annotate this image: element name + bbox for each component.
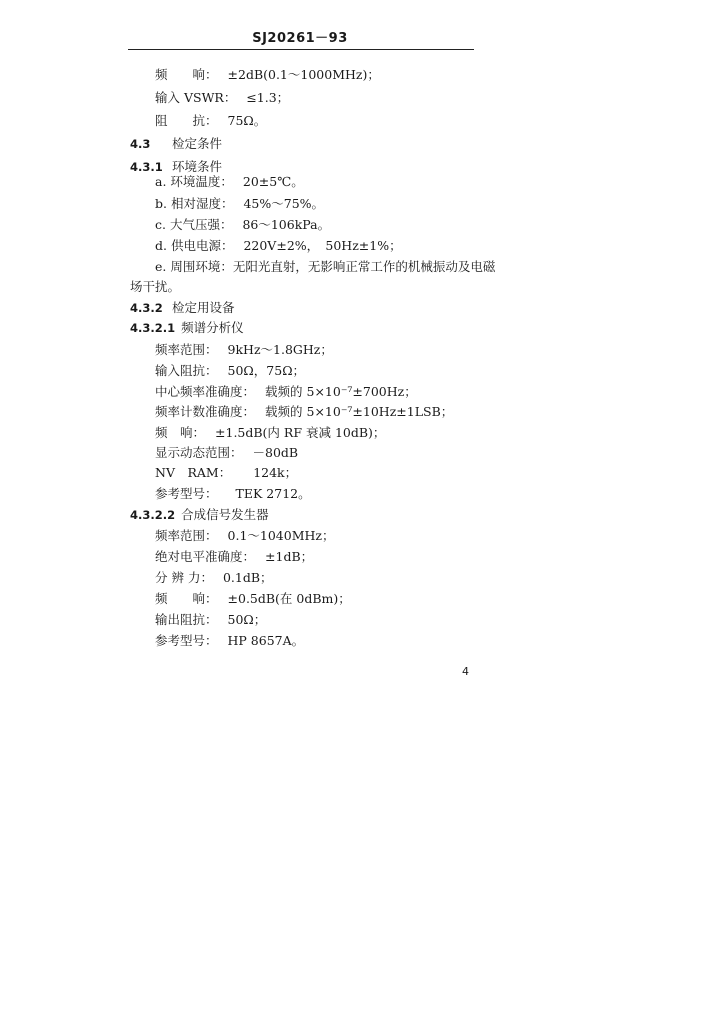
spec-line-response bbox=[155, 67, 380, 83]
analyzer-label: 频率范围： bbox=[155, 342, 218, 357]
section-heading-4-3 bbox=[130, 136, 222, 152]
generator-spec bbox=[155, 528, 335, 544]
generator-label: 频 响： bbox=[155, 591, 218, 606]
analyzer-value: 9kHz～1.8GHz； bbox=[227, 342, 333, 357]
header-rule bbox=[128, 49, 474, 50]
section-title: 检定条件 bbox=[172, 136, 223, 151]
section-title: 环境条件 bbox=[172, 159, 223, 174]
section-heading-4-3-2-2 bbox=[130, 507, 269, 523]
analyzer-label: 显示动态范围： bbox=[155, 445, 243, 460]
analyzer-label: 频 响： bbox=[155, 425, 206, 440]
analyzer-spec bbox=[155, 465, 297, 481]
section-title: 检定用设备 bbox=[172, 300, 235, 315]
generator-label: 频率范围： bbox=[155, 528, 218, 543]
generator-spec bbox=[155, 591, 351, 607]
generator-spec bbox=[155, 633, 304, 649]
analyzer-spec bbox=[155, 425, 385, 441]
env-label: c. 大气压强： bbox=[155, 217, 233, 232]
spec-line-impedance bbox=[155, 113, 266, 129]
generator-value: ±1dB； bbox=[265, 549, 314, 564]
analyzer-label: 参考型号： bbox=[155, 486, 218, 501]
generator-value: HP 8657A。 bbox=[227, 633, 305, 648]
section-heading-4-3-2-1 bbox=[130, 320, 244, 336]
analyzer-spec bbox=[155, 363, 305, 379]
analyzer-spec bbox=[155, 384, 417, 400]
generator-label: 参考型号： bbox=[155, 633, 218, 648]
generator-spec bbox=[155, 570, 273, 586]
env-label: a. 环境温度： bbox=[155, 174, 233, 189]
analyzer-label: 频率计数准确度： bbox=[155, 404, 256, 419]
analyzer-spec bbox=[155, 445, 298, 461]
section-number: 4.3.2 bbox=[130, 301, 163, 315]
env-humidity bbox=[155, 196, 324, 212]
env-surroundings: e. 周围环境：无阳光直射，无影响正常工作的机械振动及电磁 bbox=[155, 259, 496, 274]
section-title: 合成信号发生器 bbox=[181, 507, 269, 522]
env-power bbox=[155, 238, 402, 254]
analyzer-value: 50Ω，75Ω； bbox=[227, 363, 306, 378]
generator-value: 50Ω； bbox=[227, 612, 267, 627]
section-number: 4.3.2.1 bbox=[130, 321, 176, 335]
spec-value: ±2dB(0.1～1000MHz)； bbox=[227, 67, 380, 82]
spec-label: 输入 VSWR： bbox=[155, 90, 237, 105]
analyzer-value: 载频的 5×10⁻⁷±700Hz； bbox=[265, 384, 417, 399]
env-surroundings-cont: 场干扰。 bbox=[130, 279, 181, 294]
env-value: 45%～75%。 bbox=[243, 196, 325, 211]
document-code: SJ20261－93 bbox=[252, 31, 348, 46]
generator-label: 绝对电平准确度： bbox=[155, 549, 256, 564]
generator-label: 分 辨 力： bbox=[155, 570, 213, 585]
analyzer-value: ±1.5dB(内 RF 衰减 10dB)； bbox=[215, 425, 386, 440]
section-title: 频谱分析仪 bbox=[181, 320, 244, 335]
page-number: 4 bbox=[462, 665, 469, 678]
analyzer-label: 中心频率准确度： bbox=[155, 384, 256, 399]
generator-spec bbox=[155, 549, 313, 565]
spec-value: 75Ω。 bbox=[227, 113, 267, 128]
section-number: 4.3 bbox=[130, 137, 151, 151]
generator-value: ±0.5dB(在 0dBm)； bbox=[227, 591, 351, 606]
section-heading-4-3-2 bbox=[130, 300, 235, 316]
analyzer-value: 124k； bbox=[253, 465, 298, 480]
analyzer-spec bbox=[155, 404, 453, 420]
env-label: d. 供电电源： bbox=[155, 238, 234, 253]
env-label: b. 相对湿度： bbox=[155, 196, 234, 211]
generator-value: 0.1dB； bbox=[222, 570, 273, 585]
analyzer-spec bbox=[155, 486, 311, 502]
spec-line-vswr bbox=[155, 90, 289, 106]
analyzer-label: 输入阻抗： bbox=[155, 363, 218, 378]
env-value: 220V±2%， 50Hz±1%； bbox=[243, 238, 402, 253]
generator-label: 输出阻抗： bbox=[155, 612, 218, 627]
spec-label: 阻 抗： bbox=[155, 113, 218, 128]
section-number: 4.3.2.2 bbox=[130, 508, 176, 522]
analyzer-value: －80dB bbox=[252, 445, 299, 460]
analyzer-value: 载频的 5×10⁻⁷±10Hz±1LSB； bbox=[265, 404, 454, 419]
analyzer-value: TEK 2712。 bbox=[235, 486, 311, 501]
generator-value: 0.1～1040MHz； bbox=[227, 528, 335, 543]
spec-value: ≤1.3； bbox=[246, 90, 290, 105]
env-value: 20±5℃。 bbox=[242, 174, 304, 189]
analyzer-spec bbox=[155, 342, 333, 358]
analyzer-label: NV RAM： bbox=[155, 465, 232, 480]
env-temperature bbox=[155, 174, 304, 190]
spec-label: 频 响： bbox=[155, 67, 218, 82]
section-heading-4-3-1 bbox=[130, 159, 222, 175]
env-pressure bbox=[155, 217, 330, 233]
env-value: 86～106kPa。 bbox=[242, 217, 331, 232]
generator-spec bbox=[155, 612, 266, 628]
section-number: 4.3.1 bbox=[130, 160, 163, 174]
